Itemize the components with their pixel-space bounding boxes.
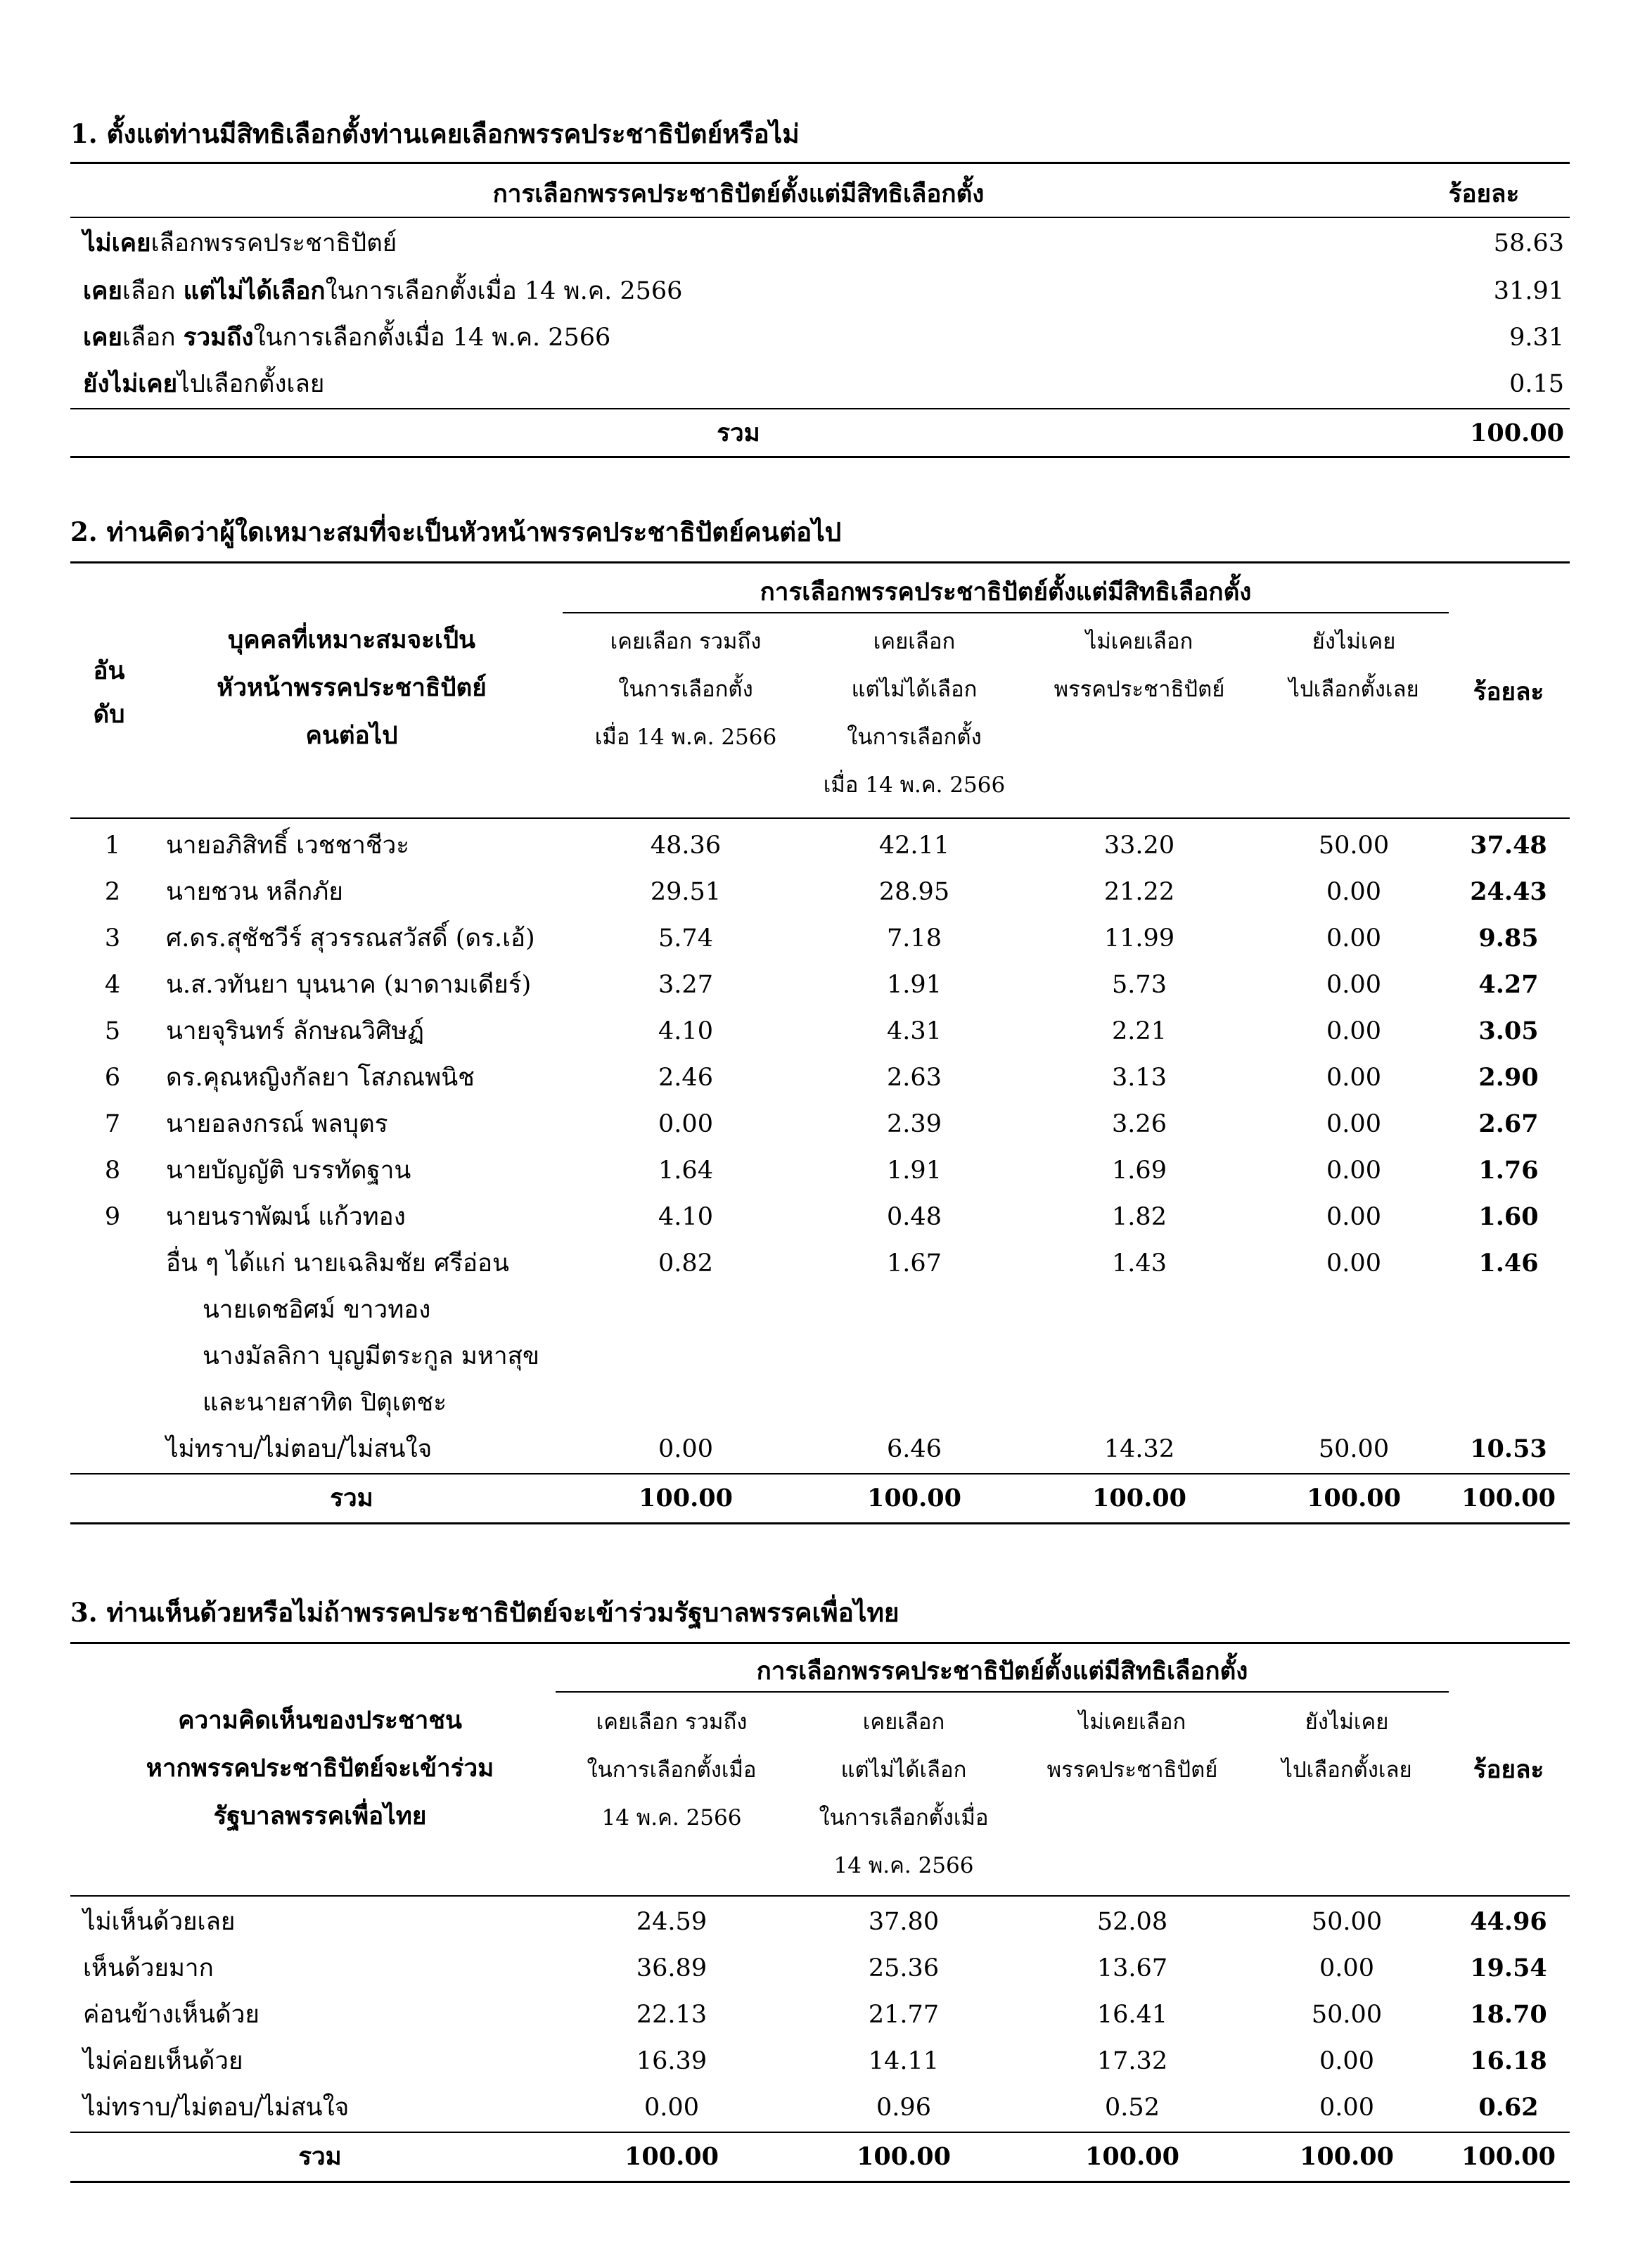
section1-header-right: ร้อยละ xyxy=(1448,179,1520,208)
cell: 0.00 xyxy=(1326,1017,1381,1045)
rule xyxy=(70,2181,1570,2183)
cell: 1.69 xyxy=(1112,1157,1167,1185)
section3-opinion-header: ความคิดเห็นของประชาชน หากพรรคประชาธิปัตย์จะเข้าร่วม รัฐบาลพรรคเพื่อไทย xyxy=(146,1706,494,1830)
cell: 0.00 xyxy=(1326,924,1381,953)
others-line: อื่น ๆ ได้แก่ นายเฉลิมชัย ศรีอ่อน xyxy=(166,1249,509,1278)
opinion-label: ไม่ทราบ/ไม่ตอบ/ไม่สนใจ xyxy=(83,2094,350,2122)
pct-cell: 37.48 xyxy=(1470,831,1547,860)
section2-title: 2. ท่านคิดว่าผู้ใดเหมาะสมที่จะเป็นหัวหน้าพรรคประชาธิปัตย์คนต่อไป xyxy=(70,516,842,547)
opinion-label: ไม่ค่อยเห็นด้วย xyxy=(83,2047,243,2075)
section2-col3-header: ไม่เคยเลือก พรรคประชาธิปัตย์ xyxy=(1054,629,1225,702)
cell: 0.00 xyxy=(658,1110,713,1138)
cell: 42.11 xyxy=(878,832,950,860)
cell: 4.10 xyxy=(658,1017,713,1045)
total-label: รวม xyxy=(330,1484,373,1512)
cell: 1.64 xyxy=(658,1157,713,1185)
section3-col1-header: เคยเลือก รวมถึง ในการเลือกตั้งเมื่อ 14 พ.ค. 2566 xyxy=(587,1709,757,1830)
person-name: ดร.คุณหญิงกัลยา โสภณพนิช xyxy=(166,1064,475,1092)
cell: 33.20 xyxy=(1103,832,1175,860)
cell: 0.00 xyxy=(658,1435,713,1463)
cell: 50.00 xyxy=(1311,1908,1383,1936)
cell: 2.39 xyxy=(887,1110,942,1138)
person-name: นายอลงกรณ์ พลบุตร xyxy=(166,1110,388,1138)
section3-col4-header: ยังไม่เคย ไปเลือกตั้งเลย xyxy=(1281,1709,1412,1783)
cell: 7.18 xyxy=(887,924,942,953)
cell: 0.00 xyxy=(1326,1249,1381,1278)
cell: 48.36 xyxy=(650,832,722,860)
rule xyxy=(70,817,1570,819)
section2-group-header: การเลือกพรรคประชาธิปัตย์ตั้งแต่มีสิทธิเลือกตั้ง xyxy=(760,578,1252,606)
pct-cell: 4.27 xyxy=(1478,970,1539,999)
unknown-label: ไม่ทราบ/ไม่ตอบ/ไม่สนใจ xyxy=(166,1435,433,1463)
cell: 1.43 xyxy=(1112,1249,1167,1278)
cell: 1.67 xyxy=(887,1249,942,1278)
pct-cell: 44.96 xyxy=(1470,1907,1547,1936)
section1-total-label: รวม xyxy=(717,419,760,447)
section2-col1-header: เคยเลือก รวมถึง ในการเลือกตั้ง เมื่อ 14 พ.ค. 2566 xyxy=(594,629,777,750)
total-cell: 100.00 xyxy=(1461,2142,1556,2171)
section1-row-label: เคยเลือก รวมถึงในการเลือกตั้งเมื่อ 14 พ.ค. 2566 xyxy=(83,323,611,352)
cell: 2.46 xyxy=(658,1064,713,1092)
cell: 21.22 xyxy=(1103,878,1175,906)
section1-header-left: การเลือกพรรคประชาธิปัตย์ตั้งแต่มีสิทธิเลือกตั้ง xyxy=(492,179,985,208)
cell: 1.91 xyxy=(887,971,942,999)
rule xyxy=(70,1642,1570,1644)
rule xyxy=(70,408,1570,409)
section2-pct-header: ร้อยละ xyxy=(1473,677,1544,706)
opinion-label: ค่อนข้างเห็นด้วย xyxy=(83,2001,260,2029)
pct-cell: 24.43 xyxy=(1470,877,1547,906)
person-name: น.ส.วทันยา บุนนาค (มาดามเดียร์) xyxy=(166,971,532,999)
rule xyxy=(70,456,1570,458)
pct-cell: 19.54 xyxy=(1470,1954,1547,1982)
cell: 0.00 xyxy=(1319,1954,1374,1982)
cell: 4.31 xyxy=(887,1017,942,1045)
cell: 0.00 xyxy=(1319,2047,1374,2075)
person-name: นายจุรินทร์ ลักษณวิศิษฏ์ xyxy=(166,1017,424,1045)
cell: 2.21 xyxy=(1112,1017,1167,1045)
section1-row-value: 9.31 xyxy=(1509,324,1564,352)
pct-cell: 1.46 xyxy=(1478,1249,1539,1278)
cell: 0.52 xyxy=(1105,2094,1160,2122)
rank: 5 xyxy=(104,1017,121,1045)
section1-row-value: 0.15 xyxy=(1509,370,1564,398)
section1-row-value: 31.91 xyxy=(1493,277,1564,305)
pct-cell: 2.67 xyxy=(1478,1109,1539,1138)
pct-cell: 10.53 xyxy=(1470,1434,1547,1463)
total-cell: 100.00 xyxy=(1092,1484,1186,1512)
rule xyxy=(70,561,1570,563)
pct-cell: 2.90 xyxy=(1478,1063,1539,1092)
section2-col4-header: ยังไม่เคย ไปเลือกตั้งเลย xyxy=(1288,629,1419,702)
others-line: นายเดชอิศม์ ขาวทอง xyxy=(203,1296,431,1324)
cell: 50.00 xyxy=(1311,2001,1383,2029)
pct-cell: 0.62 xyxy=(1478,2093,1539,2122)
rank: 7 xyxy=(104,1110,121,1138)
section1-row-label: ยังไม่เคยไปเลือกตั้งเลย xyxy=(83,369,325,398)
person-name: นายชวน หลีกภัย xyxy=(166,878,343,906)
cell: 2.63 xyxy=(887,1064,942,1092)
cell: 28.95 xyxy=(878,878,950,906)
opinion-label: เห็นด้วยมาก xyxy=(83,1954,214,1982)
rule xyxy=(70,1473,1570,1475)
cell: 0.00 xyxy=(644,2094,699,2122)
cell: 52.08 xyxy=(1096,1908,1168,1936)
cell: 0.00 xyxy=(1326,1110,1381,1138)
total-cell: 100.00 xyxy=(867,1484,961,1512)
cell: 0.96 xyxy=(876,2094,931,2122)
cell: 22.13 xyxy=(636,2001,707,2029)
cell: 11.99 xyxy=(1103,924,1175,953)
pct-cell: 3.05 xyxy=(1478,1017,1539,1045)
opinion-label: ไม่เห็นด้วยเลย xyxy=(83,1908,236,1936)
rank: 2 xyxy=(104,878,121,906)
cell: 50.00 xyxy=(1318,832,1390,860)
rank: 6 xyxy=(104,1064,121,1092)
cell: 50.00 xyxy=(1318,1435,1390,1463)
rule xyxy=(70,2132,1570,2133)
section2-rank-header: อัน ดับ xyxy=(93,656,125,729)
total-label: รวม xyxy=(298,2142,342,2171)
rank: 4 xyxy=(104,971,121,999)
rule xyxy=(70,1895,1570,1897)
cell: 1.82 xyxy=(1112,1203,1167,1231)
person-name: นายบัญญัติ บรรทัดฐาน xyxy=(166,1157,411,1185)
rule xyxy=(556,1691,1449,1693)
cell: 13.67 xyxy=(1096,1954,1168,1982)
cell: 14.32 xyxy=(1103,1435,1175,1463)
cell: 3.26 xyxy=(1112,1110,1167,1138)
section1-row-label: เคยเลือก แต่ไม่ได้เลือกในการเลือกตั้งเมื่อ 14 พ.ค. 2566 xyxy=(83,276,683,305)
section2-person-header: บุคคลที่เหมาะสมจะเป็น หัวหน้าพรรคประชาธิปัตย์ คนต่อไป xyxy=(217,625,487,750)
cell: 16.41 xyxy=(1096,2001,1168,2029)
cell: 5.74 xyxy=(658,924,713,953)
cell: 16.39 xyxy=(636,2047,707,2075)
total-cell: 100.00 xyxy=(639,1484,733,1512)
section3-title: 3. ท่านเห็นด้วยหรือไม่ถ้าพรรคประชาธิปัตย์จะเข้าร่วมรัฐบาลพรรคเพื่อไทย xyxy=(70,1597,899,1628)
pct-cell: 1.76 xyxy=(1478,1156,1539,1185)
cell: 0.48 xyxy=(887,1203,942,1231)
cell: 21.77 xyxy=(868,2001,940,2029)
rank: 8 xyxy=(104,1157,121,1185)
person-name: ศ.ดร.สุชัชวีร์ สุวรรณสวัสดิ์ (ดร.เอ้) xyxy=(166,924,535,953)
cell: 0.82 xyxy=(658,1249,713,1278)
total-cell: 100.00 xyxy=(1300,2142,1394,2171)
section2-col2-header: เคยเลือก แต่ไม่ได้เลือก ในการเลือกตั้ง เมื่อ 14 พ.ค. 2566 xyxy=(823,629,1006,798)
rule xyxy=(563,612,1449,613)
cell: 5.73 xyxy=(1112,971,1167,999)
others-line: และนายสาทิต ปิตุเตชะ xyxy=(203,1389,447,1417)
section3-group-header: การเลือกพรรคประชาธิปัตย์ตั้งแต่มีสิทธิเลือกตั้ง xyxy=(756,1657,1248,1686)
total-cell: 100.00 xyxy=(1461,1484,1556,1512)
section1-row-value: 58.63 xyxy=(1493,229,1564,257)
section3-pct-header: ร้อยละ xyxy=(1473,1755,1544,1784)
person-name: นายอภิสิทธิ์ เวชชาชีวะ xyxy=(166,832,410,860)
rule xyxy=(70,1522,1570,1524)
rule xyxy=(70,217,1570,218)
section1-total-value: 100.00 xyxy=(1470,419,1564,447)
cell: 14.11 xyxy=(868,2047,940,2075)
cell: 3.13 xyxy=(1112,1064,1167,1092)
cell: 0.00 xyxy=(1326,1064,1381,1092)
section1-row-label: ไม่เคยเลือกพรรคประชาธิปัตย์ xyxy=(83,229,397,257)
rank: 9 xyxy=(104,1203,121,1231)
cell: 0.00 xyxy=(1326,1203,1381,1231)
cell: 0.00 xyxy=(1326,1157,1381,1185)
total-cell: 100.00 xyxy=(625,2142,719,2171)
rule xyxy=(70,162,1570,164)
cell: 0.00 xyxy=(1319,2094,1374,2122)
rank: 1 xyxy=(104,832,121,860)
cell: 3.27 xyxy=(658,971,713,999)
others-line: นางมัลลิกา บุญมีตระกูล มหาสุข xyxy=(203,1342,539,1370)
cell: 1.91 xyxy=(887,1157,942,1185)
section3-col3-header: ไม่เคยเลือก พรรคประชาธิปัตย์ xyxy=(1046,1709,1218,1783)
cell: 29.51 xyxy=(650,878,722,906)
total-cell: 100.00 xyxy=(857,2142,951,2171)
cell: 6.46 xyxy=(887,1435,942,1463)
cell: 0.00 xyxy=(1326,971,1381,999)
cell: 17.32 xyxy=(1096,2047,1168,2075)
cell: 4.10 xyxy=(658,1203,713,1231)
pct-cell: 16.18 xyxy=(1470,2046,1547,2075)
cell: 25.36 xyxy=(868,1954,940,1982)
section1-title: 1. ตั้งแต่ท่านมีสิทธิเลือกตั้งท่านเคยเลือกพรรคประชาธิปัตย์หรือไม่ xyxy=(70,118,800,149)
cell: 0.00 xyxy=(1326,878,1381,906)
section3-col2-header: เคยเลือก แต่ไม่ได้เลือก ในการเลือกตั้งเมื่อ 14 พ.ค. 2566 xyxy=(819,1709,989,1878)
total-cell: 100.00 xyxy=(1085,2142,1179,2171)
pct-cell: 9.85 xyxy=(1478,924,1539,953)
pct-cell: 1.60 xyxy=(1478,1202,1539,1231)
cell: 24.59 xyxy=(636,1908,707,1936)
cell: 37.80 xyxy=(868,1908,940,1936)
person-name: นายนราพัฒน์ แก้วทอง xyxy=(166,1203,406,1231)
rank: 3 xyxy=(104,924,121,953)
pct-cell: 18.70 xyxy=(1470,2000,1547,2029)
total-cell: 100.00 xyxy=(1307,1484,1401,1512)
cell: 36.89 xyxy=(636,1954,707,1982)
